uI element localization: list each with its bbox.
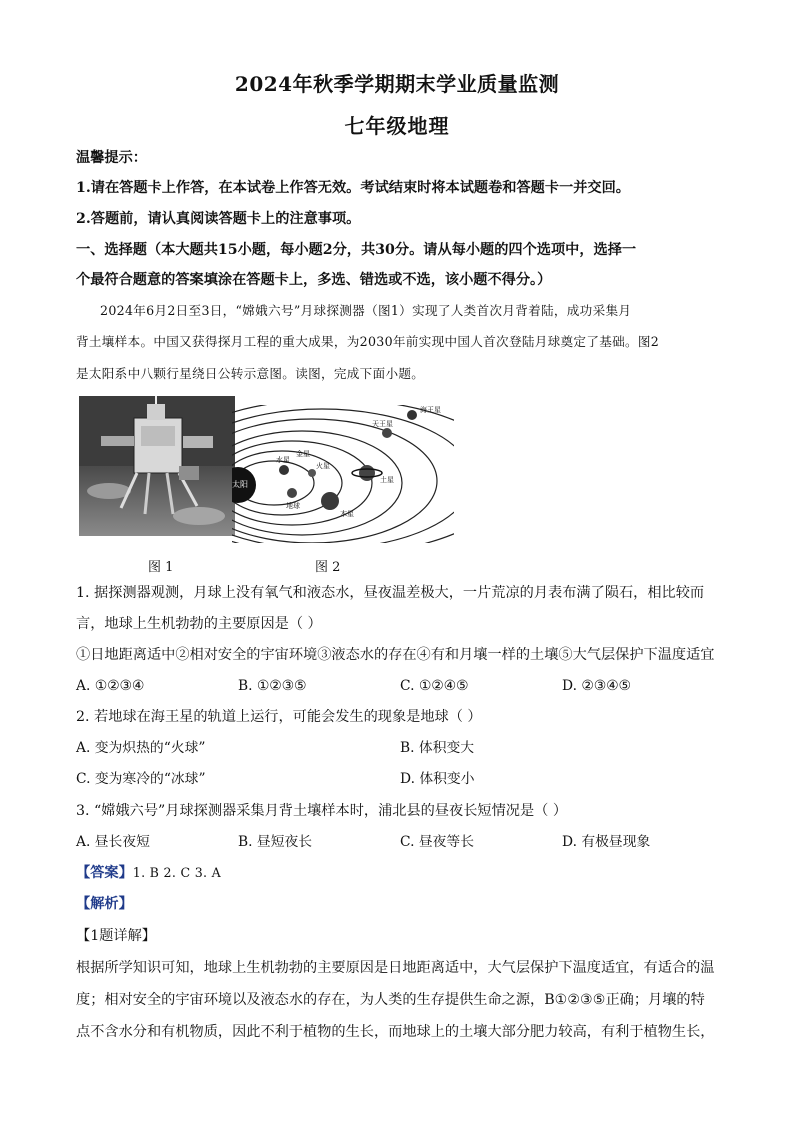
passage-line3: 是太阳系中八颗行星绕日公转示意图。读图，完成下面小题。 — [76, 366, 425, 381]
planet-label-mercury: 水星 — [276, 456, 290, 464]
analysis-label: 【解析】 — [76, 896, 133, 912]
q3-option-b: B. 昼短夜长 — [238, 834, 313, 850]
q1-stem-line2: 言，地球上生机勃勃的主要原因是（ ） — [76, 616, 322, 632]
passage-line1: 2024年6月2日至3日，“嫦娥六号”月球探测器（图1）实现了人类首次月背着陆，成功采集月 — [100, 303, 632, 318]
sun-label: 太阳 — [232, 480, 248, 489]
q1-option-a: A. ①②③④ — [76, 678, 145, 694]
passage-line2: 背土壤样本。中国又获得探月工程的重大成果，为2030年前实现中国人首次登陆月球奠定了基础。图2 — [76, 334, 660, 349]
explanation-line3: 点不含水分和有机物质，因此不利于植物的生长，而地球上的土壤大部分肥力较高，有利于植物生长， — [76, 1024, 715, 1040]
q2-option-c: C. 变为寒冷的“冰球” — [76, 771, 206, 787]
q3-option-c: C. 昼夜等长 — [400, 834, 475, 850]
q1-option-b: B. ①②③⑤ — [238, 678, 307, 694]
q1-detail-heading: 【1题详解】 — [76, 928, 156, 944]
planet-label-mars: 火星 — [316, 462, 330, 470]
explanation-line2: 度；相对安全的宇宙环境以及液态水的存在，为人类的生存提供生命之源，B①②③⑤正确；月壤的特 — [76, 992, 705, 1008]
q1-option-c: C. ①②④⑤ — [400, 678, 469, 694]
q1-stem-line1: 1. 据探测器观测，月球上没有氧气和液态水，昼夜温差极大，一片荒凉的月表布满了陨石，相比较而 — [76, 585, 705, 601]
planet-label-saturn: 土星 — [380, 476, 394, 484]
solar-system-diagram — [232, 405, 454, 543]
figure1-caption: 图 1 — [148, 560, 174, 575]
planet-label-uranus: 天王星 — [372, 420, 393, 428]
q2-option-a: A. 变为炽热的“火球” — [76, 740, 206, 756]
q2-stem: 2. 若地球在海王星的轨道上运行，可能会发生的现象是地球（ ） — [76, 709, 482, 725]
section-instruction-line2: 个最符合题意的答案填涂在答题卡上，多选、错选或不选，该小题不得分。） — [76, 272, 552, 288]
q3-stem: 3. “嫦娥六号”月球探测器采集月背土壤样本时，浦北县的昼夜长短情况是（ ） — [76, 803, 568, 819]
tip-2: 2.答题前，请认真阅读答题卡上的注意事项。 — [76, 211, 361, 227]
answer-line — [76, 863, 726, 883]
planet-label-neptune: 海王星 — [420, 406, 441, 414]
section-instruction-line1: 一、选择题（本大题共15小题，每小题2分，共30分。请从每小题的四个选项中，选择一 — [76, 242, 637, 258]
q2-option-d: D. 体积变小 — [400, 771, 475, 787]
answer-values: 1. B 2. C 3. A — [132, 865, 222, 880]
q3-option-a: A. 昼长夜短 — [76, 834, 150, 850]
tips-heading: 温馨提示： — [76, 150, 147, 166]
explanation-line1: 根据所学知识可知，地球上生机勃勃的主要原因是日地距离适中，大气层保护下温度适宜，有适合的温 — [76, 960, 715, 976]
planet-label-earth: 地球 — [286, 502, 300, 510]
planet-label-venus: 金星 — [296, 450, 310, 458]
chang-e-6-probe-photo — [79, 396, 235, 536]
exam-subject: 七年级地理 — [344, 114, 450, 138]
q1-option-d: D. ②③④⑤ — [562, 678, 631, 694]
planet-label-jupiter: 木星 — [340, 510, 354, 518]
exam-title: 2024年秋季学期期末学业质量监测 — [234, 72, 560, 96]
q3-option-d: D. 有极昼现象 — [562, 834, 651, 850]
q1-conditions: ①日地距离适中②相对安全的宇宙环境③液态水的存在④有和月壤一样的土壤⑤大气层保护下温度适宜 — [76, 647, 715, 663]
q2-option-b: B. 体积变大 — [400, 740, 475, 756]
figure2-caption: 图 2 — [315, 560, 341, 575]
tip-1: 1.请在答题卡上作答，在本试卷上作答无效。考试结束时将本试题卷和答题卡一并交回。 — [76, 180, 630, 196]
answer-label: 【答案】 — [76, 865, 133, 881]
